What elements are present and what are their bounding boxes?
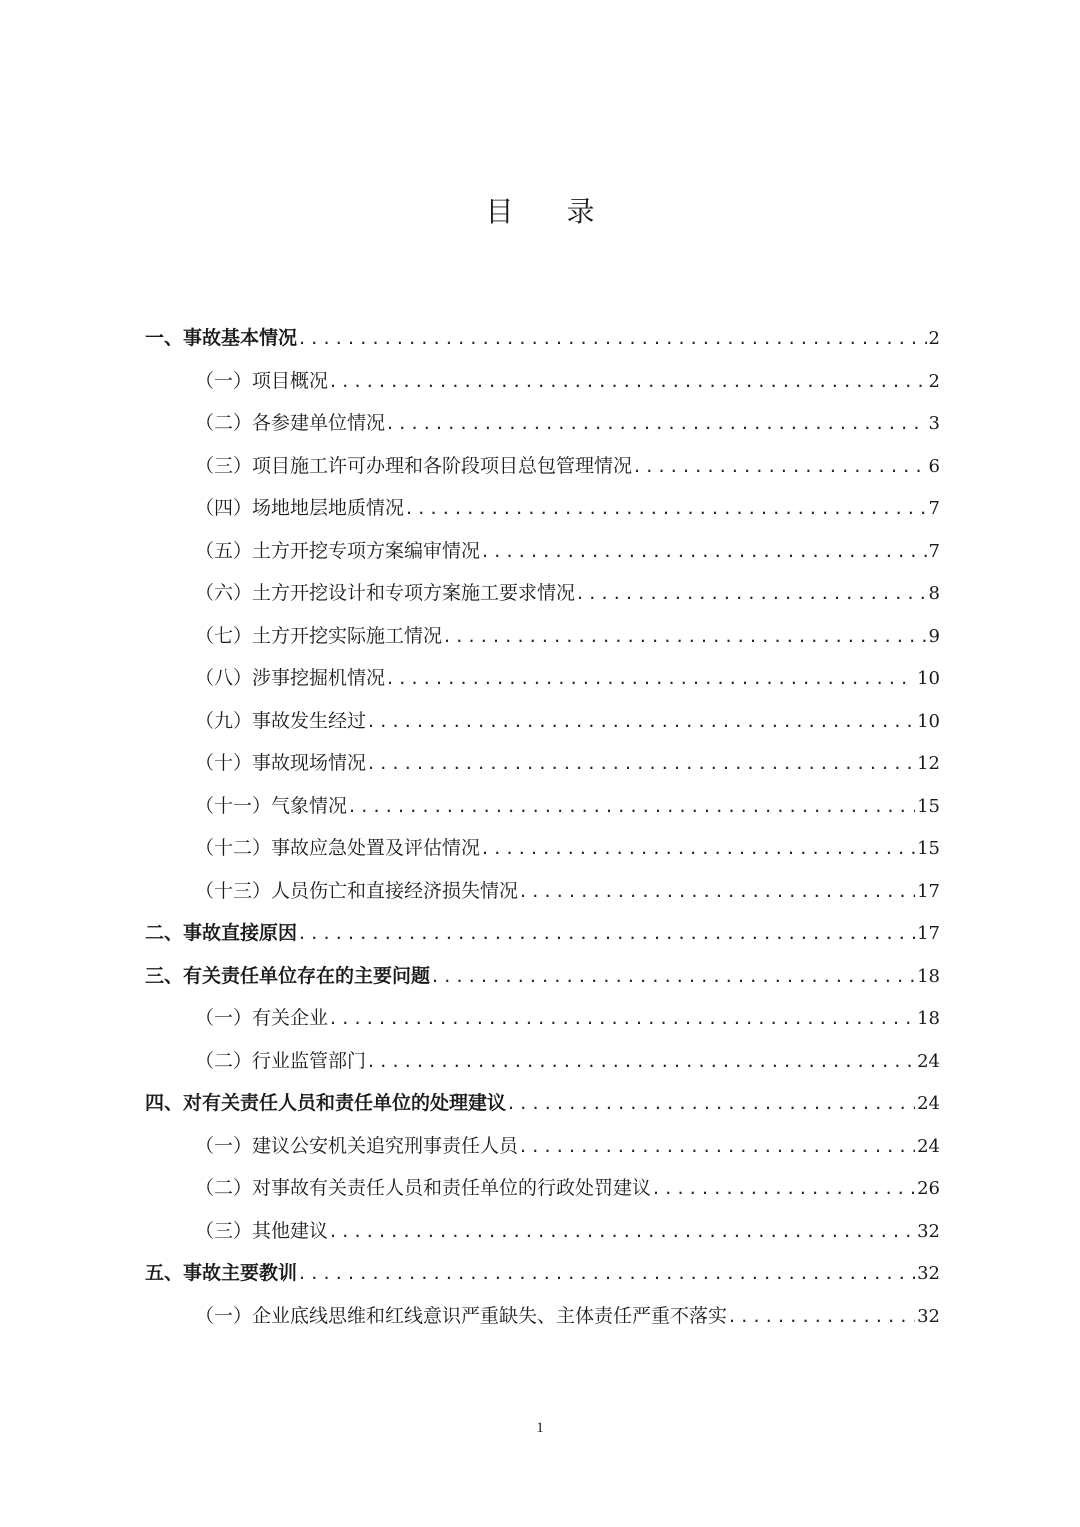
toc-entry-page: 10 <box>917 710 940 732</box>
toc-subsection-entry[interactable] <box>145 706 940 749</box>
dot-leader <box>520 880 915 902</box>
toc-entry-label: 一、事故基本情况 <box>145 327 298 349</box>
dot-leader <box>299 1262 915 1284</box>
toc-subsection-entry[interactable] <box>145 578 940 621</box>
dot-leader <box>330 370 927 392</box>
toc-entry-page: 3 <box>928 413 940 434</box>
toc-entry-page: 18 <box>917 1008 940 1029</box>
toc-entry-page: 17 <box>917 880 940 902</box>
toc-subsection-entry[interactable] <box>145 876 940 919</box>
toc-entry-label: 四、对有关责任人员和责任单位的处理建议 <box>145 1092 507 1114</box>
toc-entry-page: 9 <box>928 625 940 647</box>
toc-entry-label: （一）企业底线思维和红线意识严重缺失、主体责任严重不落实 <box>195 1304 728 1327</box>
dot-leader <box>368 710 915 732</box>
toc-section-entry[interactable] <box>145 1258 940 1301</box>
dot-leader <box>387 412 927 434</box>
toc-entry-label: （四）场地地层地质情况 <box>195 497 405 519</box>
dot-leader <box>520 1135 915 1157</box>
toc-subsection-entry[interactable] <box>145 493 940 536</box>
toc-entry-label: （八）涉事挖掘机情况 <box>195 667 386 689</box>
toc-entry-page: 26 <box>917 1178 940 1199</box>
toc-entry-page: 2 <box>928 328 940 349</box>
dot-leader <box>349 795 915 817</box>
toc-subsection-entry[interactable] <box>145 408 940 451</box>
toc-subsection-entry[interactable] <box>145 1046 940 1089</box>
toc-entry-label: （二）各参建单位情况 <box>195 412 386 434</box>
toc-subsection-entry[interactable] <box>145 536 940 579</box>
toc-entry-page: 2 <box>928 370 940 392</box>
toc-subsection-entry[interactable] <box>145 366 940 409</box>
dot-leader <box>330 1007 915 1029</box>
toc-subsection-entry[interactable] <box>145 1003 940 1046</box>
toc-entry-label: 五、事故主要教训 <box>145 1262 298 1284</box>
toc-entry-page: 12 <box>917 753 940 774</box>
toc-entry-label: 二、事故直接原因 <box>145 922 298 944</box>
toc-subsection-entry[interactable] <box>145 1173 940 1216</box>
toc-entry-page: 15 <box>917 838 940 859</box>
toc-entry-label: （十一）气象情况 <box>195 794 348 817</box>
toc-entry-page: 32 <box>917 1305 940 1327</box>
toc-section-entry[interactable] <box>145 1088 940 1131</box>
toc-entry-label: （一）项目概况 <box>195 369 329 392</box>
toc-subsection-entry[interactable] <box>145 451 940 494</box>
toc-entry-label: （三）其他建议 <box>195 1219 329 1242</box>
toc-subsection-entry[interactable] <box>145 1131 940 1174</box>
page-title: 目 录 <box>485 195 617 228</box>
toc-section-entry[interactable] <box>145 961 940 1004</box>
toc-entry-label: 三、有关责任单位存在的主要问题 <box>145 964 431 987</box>
toc-entry-label: （六）土方开挖设计和专项方案施工要求情况 <box>195 582 576 604</box>
toc-entry-page: 6 <box>928 455 940 477</box>
toc-entry-page: 32 <box>917 1263 940 1284</box>
toc-entry-label: （十）事故现场情况 <box>195 752 367 774</box>
toc-entry-label: （七）土方开挖实际施工情况 <box>195 624 443 647</box>
dot-leader <box>299 922 915 944</box>
toc-entry-page: 32 <box>917 1220 940 1242</box>
dot-leader <box>387 667 915 689</box>
toc-subsection-entry[interactable] <box>145 663 940 706</box>
toc-subsection-entry[interactable] <box>145 833 940 876</box>
dot-leader <box>368 752 915 774</box>
dot-leader <box>432 965 915 987</box>
toc-subsection-entry[interactable] <box>145 791 940 834</box>
toc-entry-page: 7 <box>928 498 940 519</box>
toc-entry-label: （五）土方开挖专项方案编审情况 <box>195 539 481 562</box>
table-of-contents <box>145 323 940 1343</box>
dot-leader <box>634 455 927 477</box>
toc-entry-page: 15 <box>917 795 940 817</box>
dot-leader <box>368 1050 915 1072</box>
toc-entry-page: 7 <box>928 540 940 562</box>
toc-entry-page: 17 <box>917 923 940 944</box>
toc-entry-page: 8 <box>928 583 940 604</box>
toc-entry-label: （一）建议公安机关追究刑事责任人员 <box>195 1134 519 1157</box>
toc-entry-page: 18 <box>917 965 940 987</box>
dot-leader <box>482 837 915 859</box>
toc-entry-page: 24 <box>917 1135 940 1157</box>
toc-entry-label: （二）行业监管部门 <box>195 1049 367 1072</box>
toc-subsection-entry[interactable] <box>145 1301 940 1344</box>
dot-leader <box>444 625 927 647</box>
dot-leader <box>577 582 927 604</box>
toc-entry-label: （十三）人员伤亡和直接经济损失情况 <box>195 879 519 902</box>
dot-leader <box>653 1177 915 1199</box>
toc-entry-label: （一）有关企业 <box>195 1007 329 1029</box>
dot-leader <box>299 327 927 349</box>
dot-leader <box>729 1305 915 1327</box>
toc-subsection-entry[interactable] <box>145 1216 940 1259</box>
dot-leader <box>330 1220 915 1242</box>
toc-entry-label: （三）项目施工许可办理和各阶段项目总包管理情况 <box>195 454 633 477</box>
toc-section-entry[interactable] <box>145 323 940 366</box>
page-number: 1 <box>536 1420 544 1436</box>
toc-entry-page: 24 <box>917 1050 940 1072</box>
dot-leader <box>508 1092 915 1114</box>
toc-entry-page: 10 <box>917 668 940 689</box>
toc-subsection-entry[interactable] <box>145 748 940 791</box>
toc-entry-page: 24 <box>917 1093 940 1114</box>
toc-section-entry[interactable] <box>145 918 940 961</box>
dot-leader <box>406 497 927 519</box>
toc-entry-label: （九）事故发生经过 <box>195 709 367 732</box>
dot-leader <box>482 540 927 562</box>
toc-entry-label: （十二）事故应急处置及评估情况 <box>195 837 481 859</box>
toc-subsection-entry[interactable] <box>145 621 940 664</box>
toc-entry-label: （二）对事故有关责任人员和责任单位的行政处罚建议 <box>195 1177 652 1199</box>
